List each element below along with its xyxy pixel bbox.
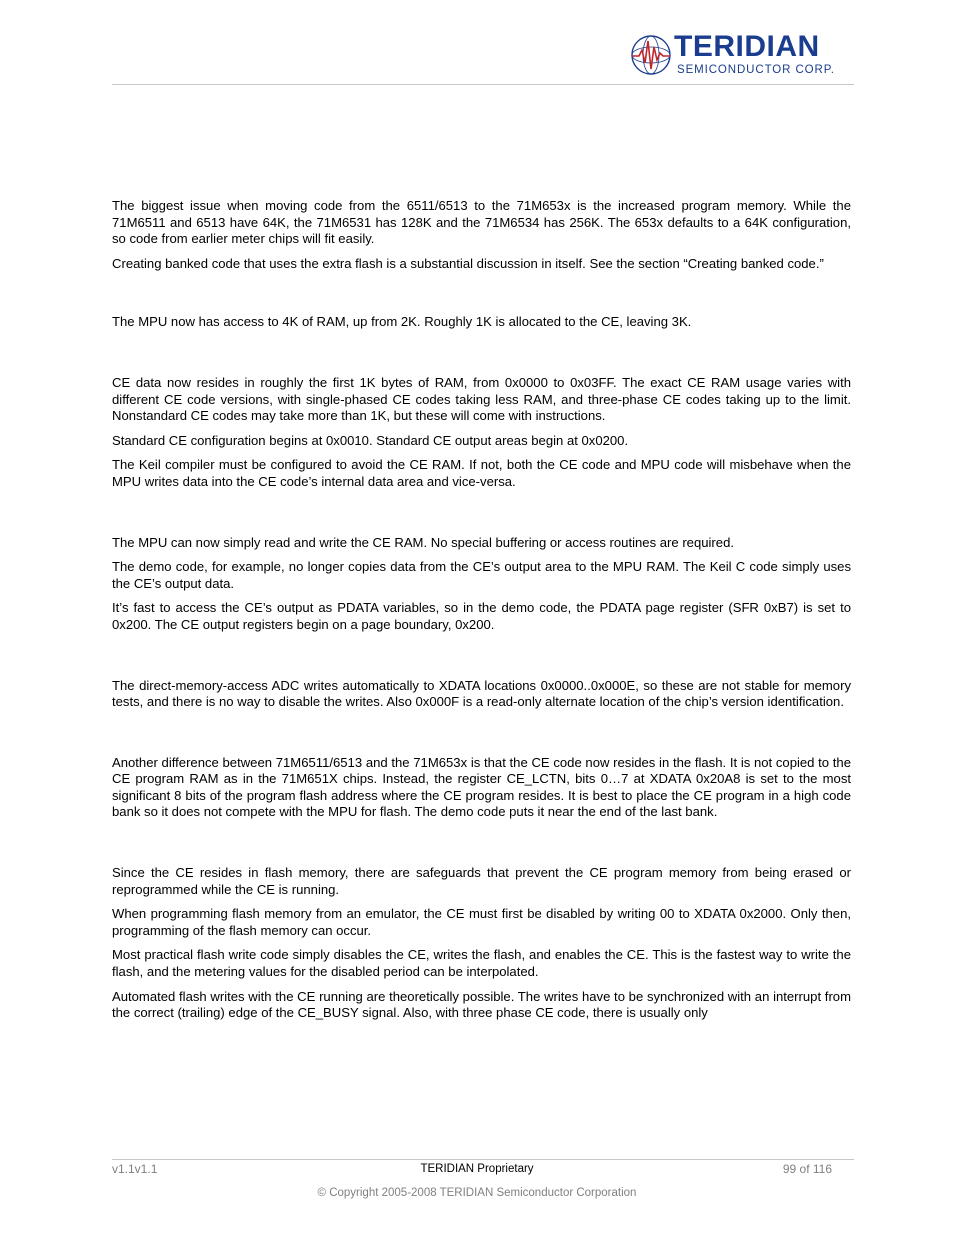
footer-proprietary: TERIDIAN Proprietary [420,1163,534,1175]
paragraph: Creating banked code that uses the extra flash is a substantial discussion in itself. See the section “Creating banked code.” [112,255,824,271]
paragraph: The MPU now has access to 4K of RAM, up from 2K. Roughly 1K is allocated to the CE, leaving 3K. [112,314,692,330]
paragraph: When programming flash memory from an emulator, the CE must first be disabled by writing 00 to XDATA 0x2000. Only then, programming of the flash memory can occur. [112,906,851,938]
document-body [112,198,851,1030]
section-ce-data [112,375,851,491]
section-dma-adc [112,678,851,711]
paragraph: It’s fast to access the CE’s output as PDATA variables, so in the demo code, the PDATA page register (SFR 0xB7) is set to 0x200. The CE output registers begin on a page boundary, 0x200. [112,600,851,632]
paragraph: The biggest issue when moving code from the 6511/6513 to the 71M653x is the increased program memory. While the 71M6511 and 6513 have 64K, the 71M6531 has 128K and the 71M6534 has 256K. The 653x defaults to a 64K configuration, so code from earlier meter chips will fit easily. [112,198,851,247]
footer-copyright: © Copyright 2005-2008 TERIDIAN Semiconductor Corporation [317,1187,637,1199]
section-mpu-ram [112,314,851,331]
paragraph: Standard CE configuration begins at 0x0010. Standard CE output areas begin at 0x0200. [112,432,629,448]
header-divider [112,84,854,85]
section-program-memory [112,198,851,272]
logo-wordmark: TERIDIAN [674,30,820,63]
paragraph: Automated flash writes with the CE running are theoretically possible. The writes have to be synchronized with an interrupt from the correct (trailing) edge of the CE_BUSY signal. Also, with three phase CE code, there is usually only [112,988,851,1021]
section-ce-ram-access [112,535,851,634]
paragraph: Since the CE resides in flash memory, there are safeguards that prevent the CE program memory from being erased or reprogrammed while the CE is running. [112,865,851,897]
section-ce-code-flash [112,755,851,821]
footer-divider [112,1159,854,1160]
section-flash-safeguards [112,865,851,1022]
paragraph: Another difference between 71M6511/6513 and the 71M653x is that the CE code now resides in the flash. It is not copied to the CE program RAM as in the 71M651X chips. Instead, the register CE_LCTN, bits 0…7 at XDATA 0x20A8 is set to the most significant 8 bits of the program flash address where the CE program resides. It is best to place the CE program in a high code bank so it does not compete with the MPU for flash. The demo code puts it near the end of the last bank. [112,754,851,820]
paragraph: The demo code, for example, no longer copies data from the CE’s output area to the MPU RAM. The Keil C code simply uses the CE’s output data. [112,559,851,591]
paragraph: The Keil compiler must be configured to avoid the CE RAM. If not, both the CE code and MPU code will misbehave when the MPU writes data into the CE code’s internal data area and vice-versa. [112,457,851,489]
page-number: 99 of 116 [782,1162,832,1176]
teridian-logo [629,30,834,80]
paragraph: Most practical flash write code simply disables the CE, writes the flash, and enables the CE. This is the fastest way to write the flash, and the metering values for the disabled period can be interpolated. [112,947,851,980]
paragraph: The MPU can now simply read and write the CE RAM. No special buffering or access routines are required. [112,534,734,550]
logo-subtitle: SEMICONDUCTOR CORP. [677,64,835,76]
waveform-globe-icon [629,33,673,77]
paragraph: CE data now resides in roughly the first 1K bytes of RAM, from 0x0000 to 0x03FF. The exact CE RAM usage varies with different CE code versions, with single-phased CE codes taking less RAM, and three-phase CE codes taking up to the limit. Nonstandard CE codes may take more than 1K, but these will come with instructions. [112,374,851,424]
footer-version: v1.1v1.1 [112,1162,158,1176]
paragraph: The direct-memory-access ADC writes automatically to XDATA locations 0x0000..0x000E, so these are not stable for memory tests, and there is no way to disable the writes. Also 0x000F is a read-only alternate location of the chip’s version identification. [112,677,851,710]
